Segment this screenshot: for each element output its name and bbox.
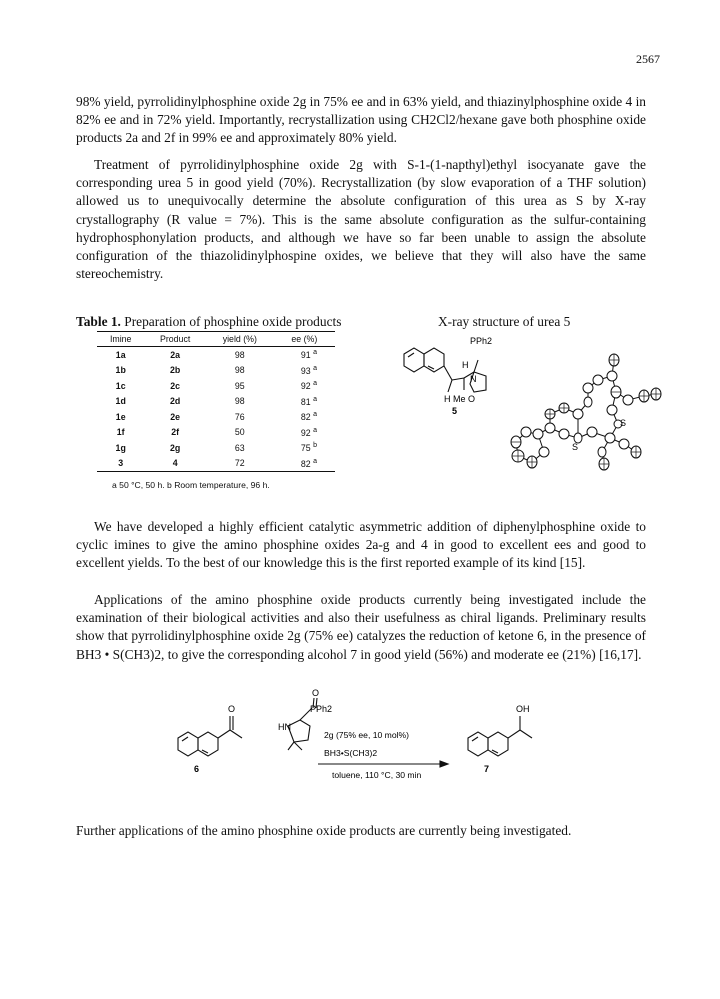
cell-yield: 63 — [234, 442, 245, 453]
ee-footnote-mark: a — [313, 457, 317, 465]
condition-solvent: toluene, 110 °C, 30 min — [332, 770, 422, 780]
alcohol-oh-label: OH — [516, 704, 530, 714]
urea-h-label: H — [462, 360, 469, 370]
ee-value: 75 — [300, 443, 311, 454]
reaction-scheme — [150, 686, 570, 796]
table-row — [97, 409, 335, 425]
cell-product: 2f — [171, 427, 180, 438]
compound-7-label: 7 — [484, 764, 490, 774]
ee-footnote-mark: a — [313, 364, 317, 372]
catalyst-pph2-label: PPh2 — [310, 704, 333, 714]
ee-footnote-mark: a — [313, 411, 317, 419]
table-row — [97, 363, 335, 379]
table-label: Table 1. — [76, 314, 121, 329]
cell-yield: 95 — [234, 380, 245, 391]
cell-imine: 1b — [115, 365, 126, 376]
cell-imine: 1e — [115, 411, 126, 422]
cell-imine: 1d — [115, 396, 126, 407]
cell-ee — [274, 347, 335, 363]
sulfur-label-2: S — [572, 442, 579, 452]
sulfur-label-1: S — [620, 418, 627, 428]
cell-product: 2d — [170, 396, 181, 407]
table-title: Preparation of phosphine oxide products — [124, 314, 342, 329]
paragraph-1: 98% yield, pyrrolidinylphosphine oxide 2g in 75% ee and in 63% yield, and thiazinylphosphine oxide 4 in 82% ee and in 72% yield. Importantly, recrystallization using CH2Cl2/hexane gave both phosphine oxide products 2a and 2f in 99% ee and approximately 80% yield. — [76, 94, 646, 146]
paragraph-5: Further applications of the amino phosphine oxide products are currently being investigated. — [76, 823, 572, 838]
cell-ee — [274, 394, 335, 410]
compound-6-label: 6 — [194, 764, 200, 774]
ee-value: 81 — [300, 396, 311, 407]
cell-imine: 3 — [97, 456, 144, 472]
cell-imine: 1a — [115, 349, 126, 360]
xray-caption: X-ray structure of urea 5 — [438, 314, 571, 329]
urea-number: 5 — [452, 406, 458, 416]
data-table — [97, 331, 335, 472]
ee-value: 92 — [300, 427, 311, 438]
cell-yield: 98 — [234, 365, 245, 376]
catalyst-o-label: O — [312, 688, 320, 698]
paragraph-4: Applications of the amino phosphine oxide products currently being investigated include the examination of their biological activities and also their usefulness as chiral ligands. Preliminary results show that pyrrolidinylphosphine oxide 2g (75% ee) catalyzes the reduction of ketone 6, in the presence of BH3 • S(CH3)2, to give the corresponding alcohol 7 in good yield (56%) and moderate ee (21%) [16,17]. — [76, 592, 646, 662]
cell-ee — [274, 440, 335, 456]
ee-value: 91 — [300, 350, 311, 361]
table-row — [97, 456, 335, 472]
ee-footnote-mark: a — [313, 426, 317, 434]
cell-yield: 76 — [234, 411, 245, 422]
ee-footnote-mark: a — [313, 349, 317, 357]
cell-product: 2g — [170, 442, 181, 453]
cell-ee — [274, 456, 335, 472]
catalyst-hn-label: HN — [278, 722, 291, 732]
table-row — [97, 440, 335, 456]
ee-value: 92 — [300, 381, 311, 392]
paragraph-2: Treatment of pyrrolidinylphosphine oxide 2g with S-1-(1-napthyl)ethyl isocyanate gave the corresponding urea 5 in good yield (70%). Recrystallization (by slow evaporation of a THF solution) allowed us to unequivocally determine the absolute configuration of this urea as S by X-ray crystallography (R value = 7%). This is the same absolute configuration as the sulfur-containing hydrophosphonylation products, and although we have so far been unable to assign the absolute configuration of the thiazolidinylphospine oxides, we believe that they will also have the same stereochemistry. — [76, 157, 646, 282]
cell-product: 2b — [170, 365, 181, 376]
table-row — [97, 347, 335, 363]
table-caption — [76, 314, 341, 330]
pph2-label: PPh2 — [470, 336, 492, 346]
ee-footnote-mark: a — [313, 380, 317, 388]
urea-5-structure — [392, 332, 492, 418]
cell-yield: 72 — [206, 456, 274, 472]
ee-value: 93 — [300, 365, 311, 376]
table-row — [97, 378, 335, 394]
cell-ee — [274, 363, 335, 379]
cell-imine: 1f — [116, 427, 125, 438]
cell-imine: 1g — [115, 442, 126, 453]
cell-yield: 98 — [234, 396, 245, 407]
page-number: 2567 — [636, 52, 660, 66]
paragraph-3: We have developed a highly efficient catalytic asymmetric addition of diphenylphosphine oxide to cyclic imines to give the amino phosphine oxides 2a-g and 4 in good to excellent ees and good to excellent yields. To the best of our knowledge this is the first reported example of its kind [15]. — [76, 519, 646, 571]
header-ee: ee (%) — [274, 332, 335, 347]
cell-product: 4 — [144, 456, 206, 472]
table-row — [97, 425, 335, 441]
xray-ortep-diagram — [492, 348, 672, 473]
table-footnote: a 50 °C, 50 h. b Room temperature, 96 h. — [112, 480, 270, 490]
cell-product: 2a — [170, 349, 181, 360]
header-yield: yield (%) — [206, 332, 274, 347]
condition-reagent: BH3•S(CH3)2 — [324, 748, 378, 758]
header-product: Product — [144, 332, 206, 347]
ee-value: 82 — [300, 412, 311, 423]
ee-footnote-mark: b — [313, 442, 317, 450]
urea-hme-label: H Me O — [444, 394, 476, 404]
ee-value: 82 — [300, 458, 311, 469]
ee-footnote-mark: a — [313, 395, 317, 403]
ketone-o-label: O — [228, 704, 236, 714]
header-imine: Imine — [97, 332, 144, 347]
cell-imine: 1c — [115, 380, 126, 391]
cell-yield: 98 — [234, 349, 245, 360]
cell-ee — [274, 378, 335, 394]
cell-product: 2c — [170, 380, 181, 391]
urea-n-label: N — [470, 374, 477, 384]
cell-yield: 50 — [234, 427, 245, 438]
cell-product: 2e — [170, 411, 181, 422]
table-row — [97, 394, 335, 410]
condition-catalyst: 2g (75% ee, 10 mol%) — [324, 730, 410, 740]
table-header-row — [97, 332, 335, 347]
cell-ee — [274, 409, 335, 425]
cell-ee — [274, 425, 335, 441]
